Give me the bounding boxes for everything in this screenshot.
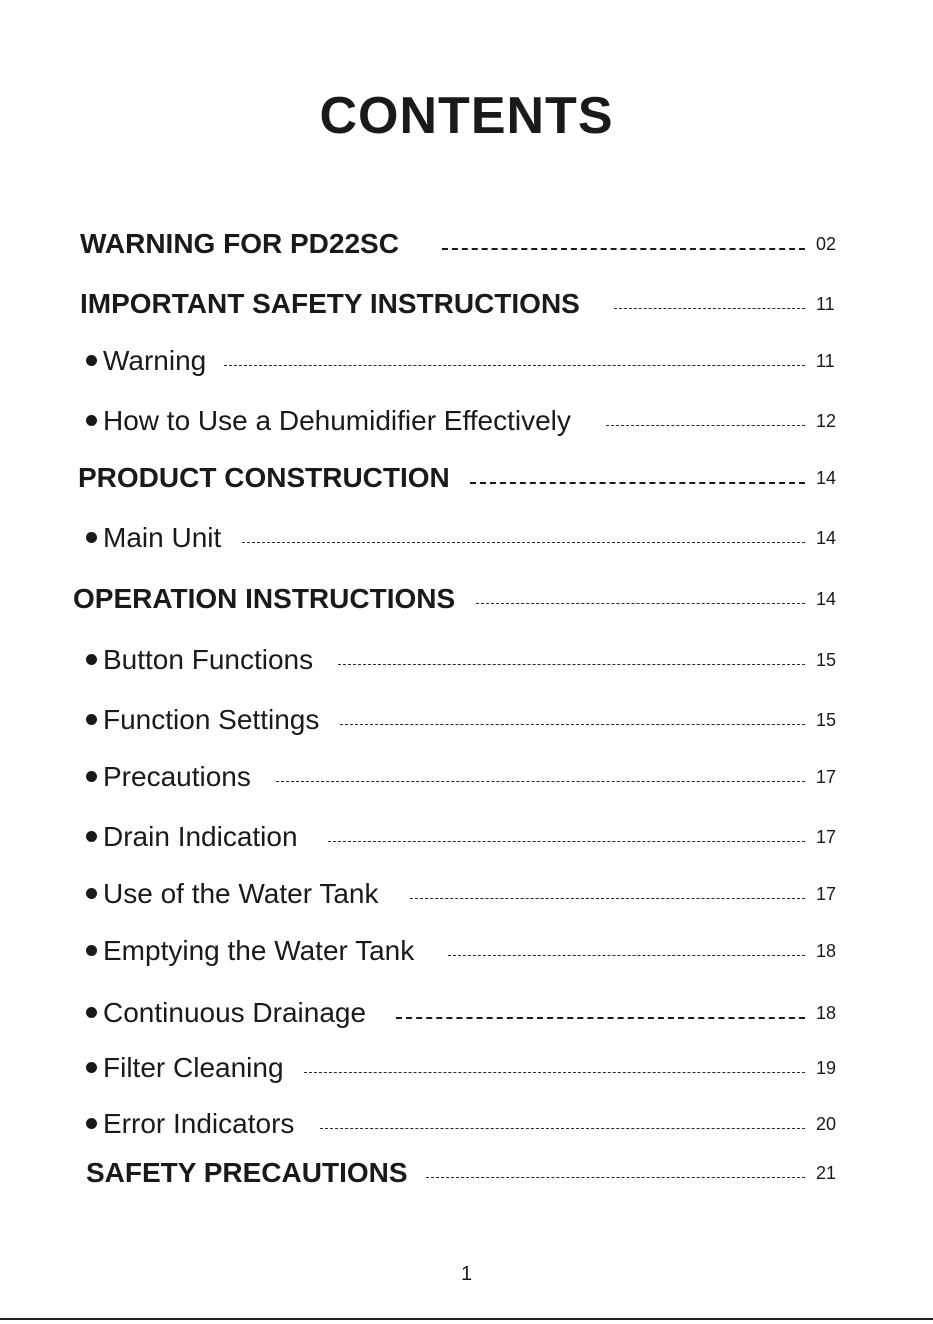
toc-entry-label-wrap [86,757,251,797]
toc-entry-label: Warning [103,345,207,376]
toc-leader [242,542,805,543]
toc-entry-important-safety-instructions[interactable] [0,284,933,324]
toc-entry-label-wrap [86,931,414,971]
bullet-icon [86,532,97,543]
toc-entry-how-to-use[interactable] [0,401,933,441]
toc-leader [338,664,805,665]
toc-entry-label-wrap [86,1104,294,1144]
toc-entry-use-of-water-tank[interactable] [0,874,933,914]
toc-entry-main-unit[interactable] [0,518,933,558]
toc-entry-label: OPERATION INSTRUCTIONS [73,583,456,614]
toc-entry-warning[interactable] [0,341,933,381]
toc-leader [606,425,805,426]
toc-leader [426,1177,805,1178]
page-number: 1 [460,1263,473,1285]
toc-entry-label-wrap [86,341,206,381]
toc-leader [410,898,805,899]
toc-entry-page: 17 [816,767,837,787]
toc-entry-page: 20 [816,1114,837,1134]
toc-entry-label: SAFETY PRECAUTIONS [86,1157,408,1188]
toc-entry-label-wrap [86,993,366,1033]
toc-entry-label: Button Functions [103,644,314,675]
toc-entry-label-wrap [86,640,313,680]
toc-entry-function-settings[interactable] [0,700,933,740]
toc-leader [476,603,805,604]
toc-entry-safety-precautions[interactable] [0,1153,933,1193]
toc-entry-page: 15 [816,650,837,670]
toc-entry-page: 14 [816,528,837,548]
bullet-icon [86,355,97,366]
toc-entry-page: 21 [816,1163,837,1183]
toc-leader [396,1017,805,1019]
toc-entry-label: PRODUCT CONSTRUCTION [78,462,450,493]
toc-entry-emptying-water-tank[interactable] [0,931,933,971]
toc-entry-page: 11 [816,294,835,314]
bullet-icon [86,1062,97,1073]
toc-entry-drain-indication[interactable] [0,817,933,857]
toc-entry-page: 19 [816,1058,837,1078]
toc-entry-label: Emptying the Water Tank [103,935,415,966]
toc-entry-product-construction[interactable] [0,458,933,498]
toc-entry-label: Drain Indication [103,821,298,852]
toc-entry-page: 14 [816,589,837,609]
toc-entry-label: Precautions [103,761,251,792]
bullet-icon [86,831,97,842]
toc-entry-page: 15 [816,710,837,730]
toc-leader [328,841,805,842]
toc-entry-button-functions[interactable] [0,640,933,680]
toc-entry-label: How to Use a Dehumidifier Effectively [103,405,571,436]
toc-entry-label-wrap [86,1048,284,1088]
toc-entry-page: 12 [816,411,837,431]
toc-entry-label-wrap [86,874,378,914]
toc-entry-label: Main Unit [103,522,222,553]
toc-entry-label: WARNING FOR PD22SC [80,228,399,259]
toc-leader [276,781,805,782]
toc-entry-label-wrap [86,700,319,740]
toc-leader [614,308,805,309]
toc-entry-operation-instructions[interactable] [0,579,933,619]
bullet-icon [86,714,97,725]
toc-leader [470,482,805,484]
toc-leader [320,1128,805,1129]
toc-entry-page: 14 [816,468,837,488]
toc-entry-page: 18 [816,941,837,961]
bullet-icon [86,415,97,426]
page-title: CONTENTS [319,87,614,145]
bullet-icon [86,945,97,956]
toc-entry-label-wrap [86,401,571,441]
toc-leader [340,724,805,725]
toc-entry-label: Function Settings [103,704,320,735]
toc-entry-page: 17 [816,884,837,904]
toc-entry-page: 02 [816,234,837,254]
toc-entry-continuous-drainage[interactable] [0,993,933,1033]
toc-entry-page: 11 [816,351,835,371]
toc-leader [448,955,805,956]
toc-entry-precautions[interactable] [0,757,933,797]
bullet-icon [86,1007,97,1018]
toc-leader [224,365,805,366]
toc-entry-label: Error Indicators [103,1108,295,1139]
bullet-icon [86,888,97,899]
toc-entry-label: Filter Cleaning [103,1052,284,1083]
bottom-rule [0,1318,933,1320]
toc-leader [304,1072,805,1073]
toc-leader [442,248,805,250]
toc-entry-error-indicators[interactable] [0,1104,933,1144]
toc-entry-filter-cleaning[interactable] [0,1048,933,1088]
toc-entry-label: IMPORTANT SAFETY INSTRUCTIONS [80,288,580,319]
toc-entry-label-wrap [86,817,298,857]
toc-entry-warning-for-pd22sc[interactable] [0,224,933,264]
toc-entry-label: Use of the Water Tank [103,878,379,909]
bullet-icon [86,654,97,665]
toc-entry-page: 17 [816,827,837,847]
toc-entry-label: Continuous Drainage [103,997,367,1028]
toc-entry-page: 18 [816,1003,837,1023]
bullet-icon [86,771,97,782]
toc-entry-label-wrap [86,518,221,558]
bullet-icon [86,1118,97,1129]
